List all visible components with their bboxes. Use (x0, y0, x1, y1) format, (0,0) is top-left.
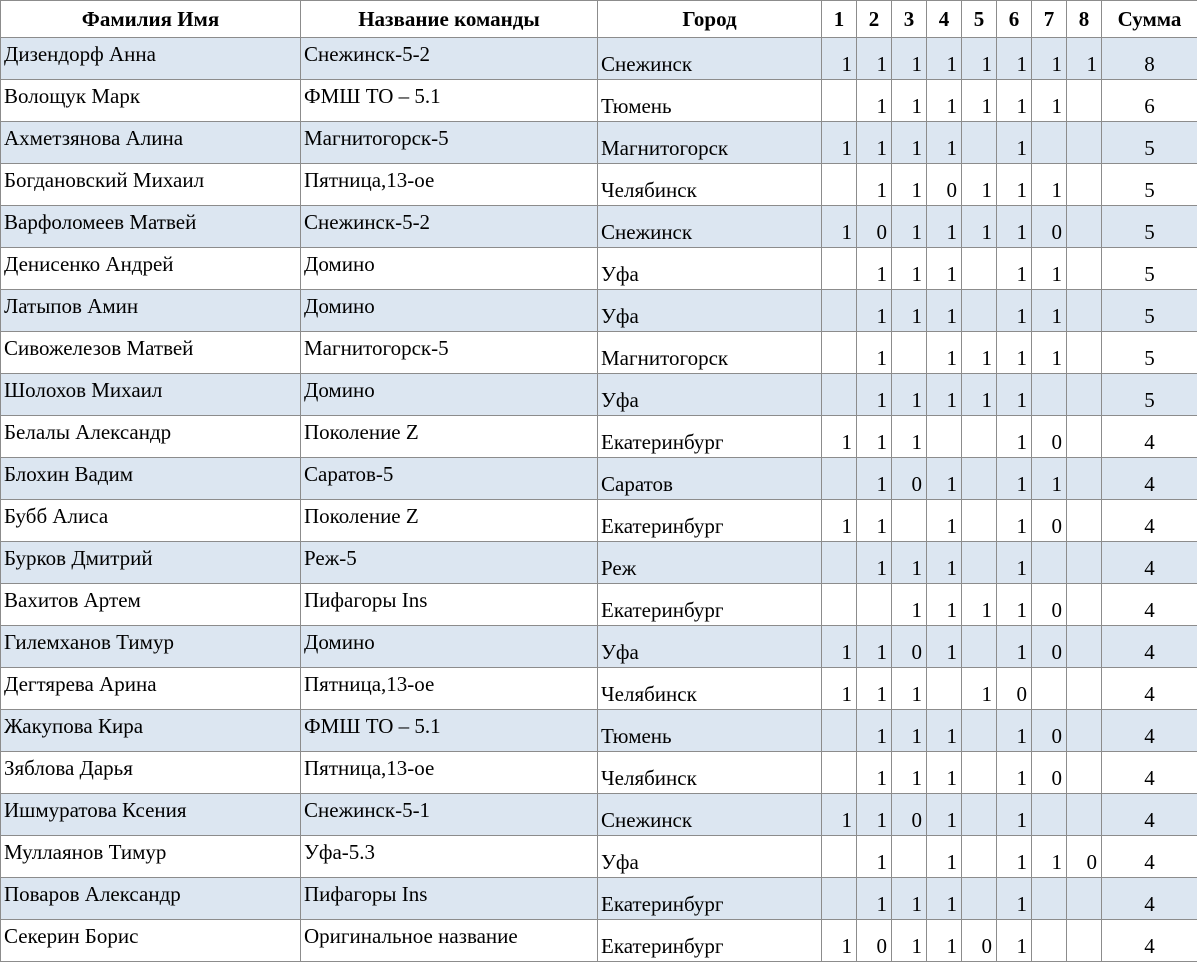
score-q6-cell: 0 (997, 668, 1032, 710)
score-q2-cell: 1 (857, 290, 892, 332)
score-q7-cell: 1 (1032, 290, 1067, 332)
score-q3-cell: 0 (892, 458, 927, 500)
score-q3-cell: 1 (892, 878, 927, 920)
score-q5-cell: 1 (962, 668, 997, 710)
score-q4-cell: 0 (927, 164, 962, 206)
team-name-cell: Пятница,13-ое (301, 668, 598, 710)
score-q4-cell: 1 (927, 836, 962, 878)
table-row (1, 80, 1197, 122)
score-q1-cell (822, 374, 857, 416)
total-cell: 4 (1102, 584, 1197, 626)
score-q3-cell: 1 (892, 416, 927, 458)
score-q2-cell: 0 (857, 206, 892, 248)
score-q3-cell (892, 836, 927, 878)
header-q5: 5 (962, 1, 997, 38)
total-cell: 8 (1102, 38, 1197, 80)
table-row (1, 416, 1197, 458)
score-q4-cell: 1 (927, 710, 962, 752)
city-cell: Тюмень (598, 710, 822, 752)
score-q2-cell: 1 (857, 248, 892, 290)
header-q8: 8 (1067, 1, 1102, 38)
score-q3-cell (892, 500, 927, 542)
total-cell: 4 (1102, 752, 1197, 794)
city-cell: Уфа (598, 374, 822, 416)
score-q5-cell (962, 626, 997, 668)
score-q7-cell: 1 (1032, 80, 1067, 122)
total-cell: 6 (1102, 80, 1197, 122)
city-cell: Саратов (598, 458, 822, 500)
score-q8-cell (1067, 584, 1102, 626)
score-q6-cell: 1 (997, 584, 1032, 626)
team-name-cell: Уфа-5.3 (301, 836, 598, 878)
score-q6-cell: 1 (997, 164, 1032, 206)
score-q1-cell: 1 (822, 122, 857, 164)
total-cell: 4 (1102, 416, 1197, 458)
score-q5-cell (962, 248, 997, 290)
score-q1-cell: 1 (822, 206, 857, 248)
score-q1-cell: 1 (822, 38, 857, 80)
score-q7-cell: 1 (1032, 164, 1067, 206)
team-name-cell: Домино (301, 290, 598, 332)
score-q7-cell: 1 (1032, 38, 1067, 80)
score-q4-cell: 1 (927, 332, 962, 374)
score-q2-cell (857, 584, 892, 626)
total-cell: 5 (1102, 332, 1197, 374)
participant-name-cell: Белалы Александр (1, 416, 301, 458)
city-cell: Реж (598, 542, 822, 584)
score-q2-cell: 1 (857, 836, 892, 878)
score-q7-cell (1032, 920, 1067, 962)
participant-name-cell: Дизендорф Анна (1, 38, 301, 80)
score-q1-cell (822, 164, 857, 206)
score-q6-cell: 1 (997, 878, 1032, 920)
score-q1-cell (822, 542, 857, 584)
team-name-cell: Саратов-5 (301, 458, 598, 500)
score-q3-cell: 0 (892, 794, 927, 836)
score-q8-cell (1067, 668, 1102, 710)
score-q3-cell: 1 (892, 206, 927, 248)
score-q8-cell (1067, 122, 1102, 164)
score-q4-cell: 1 (927, 584, 962, 626)
score-q1-cell (822, 710, 857, 752)
score-q4-cell: 1 (927, 206, 962, 248)
score-q7-cell: 1 (1032, 248, 1067, 290)
score-q8-cell (1067, 80, 1102, 122)
score-q1-cell (822, 458, 857, 500)
score-q4-cell: 1 (927, 542, 962, 584)
score-q3-cell: 1 (892, 122, 927, 164)
score-q2-cell: 1 (857, 542, 892, 584)
score-q8-cell (1067, 206, 1102, 248)
header-q2: 2 (857, 1, 892, 38)
score-q6-cell: 1 (997, 920, 1032, 962)
participant-name-cell: Бурков Дмитрий (1, 542, 301, 584)
score-q3-cell: 1 (892, 290, 927, 332)
score-q4-cell: 1 (927, 290, 962, 332)
score-q1-cell: 1 (822, 500, 857, 542)
header-q7: 7 (1032, 1, 1067, 38)
score-q1-cell (822, 80, 857, 122)
score-q8-cell (1067, 458, 1102, 500)
city-cell: Снежинск (598, 38, 822, 80)
participant-name-cell: Ишмуратова Ксения (1, 794, 301, 836)
score-q3-cell: 1 (892, 920, 927, 962)
team-name-cell: Снежинск-5-2 (301, 206, 598, 248)
score-q6-cell: 1 (997, 542, 1032, 584)
participant-name-cell: Муллаянов Тимур (1, 836, 301, 878)
score-q8-cell: 0 (1067, 836, 1102, 878)
score-q5-cell (962, 878, 997, 920)
score-q3-cell: 1 (892, 248, 927, 290)
score-q2-cell: 1 (857, 122, 892, 164)
header-total: Сумма (1102, 1, 1197, 38)
score-q5-cell (962, 710, 997, 752)
header-q4: 4 (927, 1, 962, 38)
team-name-cell: Снежинск-5-1 (301, 794, 598, 836)
total-cell: 4 (1102, 458, 1197, 500)
score-q5-cell: 1 (962, 206, 997, 248)
score-q1-cell (822, 584, 857, 626)
score-q7-cell: 0 (1032, 206, 1067, 248)
team-name-cell: ФМШ ТО – 5.1 (301, 710, 598, 752)
total-cell: 5 (1102, 248, 1197, 290)
score-q5-cell (962, 458, 997, 500)
total-cell: 5 (1102, 122, 1197, 164)
score-q2-cell: 1 (857, 374, 892, 416)
participant-name-cell: Ахметзянова Алина (1, 122, 301, 164)
table-row (1, 542, 1197, 584)
score-q4-cell: 1 (927, 626, 962, 668)
score-q6-cell: 1 (997, 836, 1032, 878)
score-q6-cell: 1 (997, 248, 1032, 290)
team-name-cell: Реж-5 (301, 542, 598, 584)
score-q4-cell (927, 416, 962, 458)
participant-name-cell: Сивожелезов Матвей (1, 332, 301, 374)
table-row (1, 206, 1197, 248)
score-q3-cell: 1 (892, 710, 927, 752)
participant-name-cell: Денисенко Андрей (1, 248, 301, 290)
city-cell: Екатеринбург (598, 584, 822, 626)
city-cell: Снежинск (598, 206, 822, 248)
city-cell: Екатеринбург (598, 920, 822, 962)
team-name-cell: Домино (301, 626, 598, 668)
total-cell: 4 (1102, 836, 1197, 878)
score-q8-cell (1067, 500, 1102, 542)
header-q3: 3 (892, 1, 927, 38)
team-name-cell: Оригинальное название (301, 920, 598, 962)
table-row (1, 794, 1197, 836)
score-q7-cell (1032, 668, 1067, 710)
participant-name-cell: Дегтярева Арина (1, 668, 301, 710)
score-q6-cell: 1 (997, 38, 1032, 80)
score-q3-cell: 1 (892, 80, 927, 122)
score-q8-cell (1067, 794, 1102, 836)
header-row (1, 1, 1197, 38)
score-q1-cell: 1 (822, 668, 857, 710)
total-cell: 5 (1102, 290, 1197, 332)
score-q7-cell (1032, 122, 1067, 164)
participant-name-cell: Шолохов Михаил (1, 374, 301, 416)
score-q5-cell: 1 (962, 164, 997, 206)
score-q5-cell (962, 836, 997, 878)
score-q1-cell: 1 (822, 920, 857, 962)
header-team: Название команды (301, 1, 598, 38)
score-q8-cell (1067, 752, 1102, 794)
score-q6-cell: 1 (997, 626, 1032, 668)
score-q6-cell: 1 (997, 206, 1032, 248)
table-row (1, 626, 1197, 668)
table-row (1, 752, 1197, 794)
table-row (1, 374, 1197, 416)
total-cell: 4 (1102, 878, 1197, 920)
header-q1: 1 (822, 1, 857, 38)
score-q3-cell: 1 (892, 752, 927, 794)
table-row (1, 920, 1197, 962)
score-q7-cell: 0 (1032, 584, 1067, 626)
score-q6-cell: 1 (997, 416, 1032, 458)
table-row (1, 458, 1197, 500)
score-q6-cell: 1 (997, 752, 1032, 794)
header-q6: 6 (997, 1, 1032, 38)
score-q4-cell: 1 (927, 794, 962, 836)
participant-name-cell: Богдановский Михаил (1, 164, 301, 206)
total-cell: 4 (1102, 668, 1197, 710)
score-q7-cell: 0 (1032, 500, 1067, 542)
score-q3-cell: 1 (892, 584, 927, 626)
score-q1-cell (822, 752, 857, 794)
city-cell: Магнитогорск (598, 332, 822, 374)
city-cell: Уфа (598, 626, 822, 668)
participant-name-cell: Зяблова Дарья (1, 752, 301, 794)
team-name-cell: Поколение Z (301, 500, 598, 542)
score-q8-cell: 1 (1067, 38, 1102, 80)
score-q7-cell: 0 (1032, 710, 1067, 752)
score-q2-cell: 1 (857, 164, 892, 206)
score-q2-cell: 1 (857, 794, 892, 836)
score-q6-cell: 1 (997, 80, 1032, 122)
score-q2-cell: 1 (857, 500, 892, 542)
score-q7-cell: 1 (1032, 332, 1067, 374)
total-cell: 4 (1102, 542, 1197, 584)
score-q6-cell: 1 (997, 374, 1032, 416)
score-q6-cell: 1 (997, 290, 1032, 332)
score-q8-cell (1067, 332, 1102, 374)
score-q7-cell (1032, 542, 1067, 584)
total-cell: 5 (1102, 164, 1197, 206)
score-q8-cell (1067, 374, 1102, 416)
score-q1-cell (822, 332, 857, 374)
city-cell: Челябинск (598, 668, 822, 710)
total-cell: 4 (1102, 500, 1197, 542)
score-q8-cell (1067, 710, 1102, 752)
score-q1-cell (822, 836, 857, 878)
team-name-cell: Снежинск-5-2 (301, 38, 598, 80)
score-q3-cell: 1 (892, 542, 927, 584)
participant-name-cell: Волощук Марк (1, 80, 301, 122)
total-cell: 4 (1102, 920, 1197, 962)
score-q5-cell (962, 122, 997, 164)
score-q4-cell: 1 (927, 374, 962, 416)
score-q2-cell: 0 (857, 920, 892, 962)
total-cell: 4 (1102, 626, 1197, 668)
score-q2-cell: 1 (857, 80, 892, 122)
participant-name-cell: Блохин Вадим (1, 458, 301, 500)
table-row (1, 248, 1197, 290)
score-q3-cell: 1 (892, 38, 927, 80)
table-row (1, 836, 1197, 878)
table-row (1, 164, 1197, 206)
score-q8-cell (1067, 542, 1102, 584)
score-q1-cell: 1 (822, 794, 857, 836)
table-row (1, 878, 1197, 920)
score-q1-cell (822, 248, 857, 290)
table-row (1, 38, 1197, 80)
participant-name-cell: Поваров Александр (1, 878, 301, 920)
total-cell: 4 (1102, 794, 1197, 836)
score-q7-cell (1032, 374, 1067, 416)
participant-name-cell: Вахитов Артем (1, 584, 301, 626)
score-q2-cell: 1 (857, 710, 892, 752)
score-q5-cell: 0 (962, 920, 997, 962)
participant-name-cell: Латыпов Амин (1, 290, 301, 332)
score-q8-cell (1067, 878, 1102, 920)
score-q6-cell: 1 (997, 122, 1032, 164)
score-q1-cell: 1 (822, 626, 857, 668)
city-cell: Екатеринбург (598, 878, 822, 920)
score-q2-cell: 1 (857, 458, 892, 500)
city-cell: Челябинск (598, 164, 822, 206)
participant-name-cell: Бубб Алиса (1, 500, 301, 542)
team-name-cell: ФМШ ТО – 5.1 (301, 80, 598, 122)
header-city: Город (598, 1, 822, 38)
table-row (1, 500, 1197, 542)
city-cell: Снежинск (598, 794, 822, 836)
score-q6-cell: 1 (997, 458, 1032, 500)
city-cell: Екатеринбург (598, 416, 822, 458)
score-q7-cell: 1 (1032, 458, 1067, 500)
score-q2-cell: 1 (857, 668, 892, 710)
score-q5-cell (962, 542, 997, 584)
score-q4-cell (927, 668, 962, 710)
score-q5-cell (962, 752, 997, 794)
score-q4-cell: 1 (927, 878, 962, 920)
score-q3-cell (892, 332, 927, 374)
score-q5-cell (962, 416, 997, 458)
score-q2-cell: 1 (857, 752, 892, 794)
score-q1-cell (822, 290, 857, 332)
score-q7-cell: 0 (1032, 752, 1067, 794)
score-q6-cell: 1 (997, 332, 1032, 374)
table-row (1, 710, 1197, 752)
team-name-cell: Магнитогорск-5 (301, 122, 598, 164)
team-name-cell: Пятница,13-ое (301, 164, 598, 206)
header-name: Фамилия Имя (1, 1, 301, 38)
score-q5-cell: 1 (962, 38, 997, 80)
score-q5-cell: 1 (962, 584, 997, 626)
city-cell: Уфа (598, 248, 822, 290)
table-row (1, 668, 1197, 710)
score-q8-cell (1067, 626, 1102, 668)
team-name-cell: Домино (301, 248, 598, 290)
score-q5-cell (962, 290, 997, 332)
team-name-cell: Поколение Z (301, 416, 598, 458)
score-q6-cell: 1 (997, 500, 1032, 542)
participant-name-cell: Варфоломеев Матвей (1, 206, 301, 248)
score-q4-cell: 1 (927, 752, 962, 794)
score-q2-cell: 1 (857, 332, 892, 374)
score-q5-cell: 1 (962, 80, 997, 122)
city-cell: Уфа (598, 836, 822, 878)
table-row (1, 584, 1197, 626)
city-cell: Уфа (598, 290, 822, 332)
score-q4-cell: 1 (927, 500, 962, 542)
total-cell: 5 (1102, 374, 1197, 416)
score-q8-cell (1067, 248, 1102, 290)
score-q3-cell: 1 (892, 164, 927, 206)
score-q8-cell (1067, 290, 1102, 332)
team-name-cell: Пифагоры Ins (301, 878, 598, 920)
score-q8-cell (1067, 920, 1102, 962)
score-q6-cell: 1 (997, 794, 1032, 836)
score-q5-cell: 1 (962, 332, 997, 374)
table-row (1, 122, 1197, 164)
score-q1-cell: 1 (822, 416, 857, 458)
score-q2-cell: 1 (857, 626, 892, 668)
table-row (1, 290, 1197, 332)
participant-name-cell: Секерин Борис (1, 920, 301, 962)
score-q4-cell: 1 (927, 38, 962, 80)
total-cell: 4 (1102, 710, 1197, 752)
city-cell: Тюмень (598, 80, 822, 122)
city-cell: Челябинск (598, 752, 822, 794)
score-q8-cell (1067, 164, 1102, 206)
table-row (1, 332, 1197, 374)
city-cell: Екатеринбург (598, 500, 822, 542)
score-q5-cell: 1 (962, 374, 997, 416)
score-q2-cell: 1 (857, 416, 892, 458)
score-q4-cell: 1 (927, 920, 962, 962)
score-q4-cell: 1 (927, 248, 962, 290)
score-q7-cell (1032, 878, 1067, 920)
score-q7-cell: 0 (1032, 626, 1067, 668)
score-q3-cell: 1 (892, 668, 927, 710)
score-q5-cell (962, 500, 997, 542)
score-q3-cell: 0 (892, 626, 927, 668)
score-q3-cell: 1 (892, 374, 927, 416)
score-q2-cell: 1 (857, 878, 892, 920)
score-q5-cell (962, 794, 997, 836)
score-q6-cell: 1 (997, 710, 1032, 752)
score-q2-cell: 1 (857, 38, 892, 80)
participant-name-cell: Гилемханов Тимур (1, 626, 301, 668)
city-cell: Магнитогорск (598, 122, 822, 164)
score-q7-cell: 0 (1032, 416, 1067, 458)
score-q7-cell: 1 (1032, 836, 1067, 878)
team-name-cell: Магнитогорск-5 (301, 332, 598, 374)
team-name-cell: Пятница,13-ое (301, 752, 598, 794)
participant-name-cell: Жакупова Кира (1, 710, 301, 752)
score-q4-cell: 1 (927, 122, 962, 164)
total-cell: 5 (1102, 206, 1197, 248)
score-q8-cell (1067, 416, 1102, 458)
team-name-cell: Домино (301, 374, 598, 416)
score-q1-cell (822, 878, 857, 920)
score-q4-cell: 1 (927, 80, 962, 122)
score-q7-cell (1032, 794, 1067, 836)
score-q4-cell: 1 (927, 458, 962, 500)
team-name-cell: Пифагоры Ins (301, 584, 598, 626)
